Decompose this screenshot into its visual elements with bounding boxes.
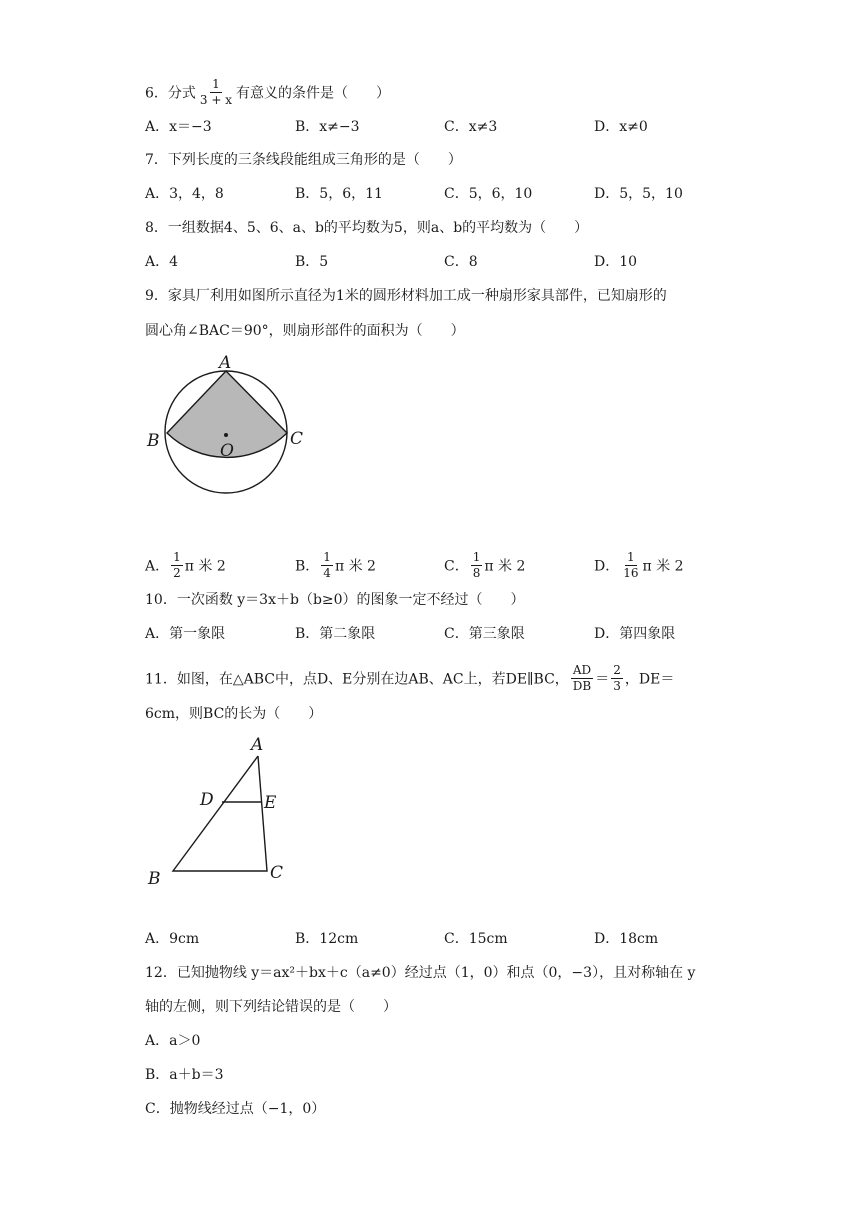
- option-b[interactable]: B．5，6，11: [295, 186, 383, 202]
- option-d[interactable]: D． $\frac{1}{16}$ π 米 2: [594, 550, 684, 580]
- option-a[interactable]: A．4: [145, 254, 179, 270]
- question-12-line2: 轴的左侧，则下列结论错误的是（ ）: [145, 999, 397, 1015]
- option-c[interactable]: C．第三象限: [444, 626, 525, 642]
- option-d[interactable]: D．18cm: [594, 931, 659, 947]
- option-a[interactable]: A．3，4，8: [145, 186, 224, 202]
- option-b[interactable]: B．a＋b＝3: [145, 1067, 224, 1083]
- option-d[interactable]: D．第四象限: [594, 626, 676, 642]
- option-a[interactable]: A．x＝−3: [145, 119, 212, 135]
- question-11-line1: 11．如图，在△ABC中，点D、E分别在边AB、AC上，若DE∥BC， $\frac{AD}{DB}$ ＝ $\frac{2}{3}$ ，DE＝: [145, 663, 675, 693]
- question-10: 10．一次函数 y＝3x＋b（b≥0）的图象一定不经过（ ）: [145, 592, 525, 608]
- option-a[interactable]: A． $\frac{1}{2}$ π 米 2: [145, 550, 226, 580]
- option-a[interactable]: A．9cm: [145, 931, 200, 947]
- question-12-line1: 12．已知抛物线 y＝ax²＋bx＋c（a≠0）经过点（1，0）和点（0，−3），且对称轴在 y: [145, 965, 696, 981]
- option-d[interactable]: D．5，5，10: [594, 186, 683, 202]
- circle-sector-figure: [140, 350, 320, 510]
- label-b: B: [147, 431, 160, 451]
- option-b[interactable]: B．x≠−3: [295, 119, 360, 135]
- option-a[interactable]: A．a＞0: [145, 1033, 201, 1049]
- option-c[interactable]: C． $\frac{1}{8}$ π 米 2: [444, 550, 526, 580]
- option-b[interactable]: B．5: [295, 254, 329, 270]
- triangle-figure: [140, 730, 300, 890]
- question-11-line2: 6cm，则BC的长为（ ）: [145, 706, 323, 722]
- label-c: C: [270, 863, 284, 883]
- option-c[interactable]: C．5，6，10: [444, 186, 533, 202]
- option-c[interactable]: C．8: [444, 254, 478, 270]
- option-c[interactable]: C．抛物线经过点（−1，0）: [145, 1101, 326, 1117]
- triangle-abc: [173, 756, 267, 871]
- option-d[interactable]: D．x≠0: [594, 119, 648, 135]
- option-c[interactable]: C．x≠3: [444, 119, 498, 135]
- question-9-line2: 圆心角∠BAC＝90°，则扇形部件的面积为（ ）: [145, 323, 465, 339]
- option-b[interactable]: B． $\frac{1}{4}$ π 米 2: [295, 550, 376, 580]
- option-c[interactable]: C．15cm: [444, 931, 508, 947]
- option-b[interactable]: B．第二象限: [295, 626, 376, 642]
- center-point: [224, 433, 228, 437]
- label-a: A: [219, 353, 232, 373]
- question-6: 6．分式 $\frac{1}{3 + x}$ 有意义的条件是（ ）: [145, 77, 391, 107]
- fraction: $\frac{1}{3 + x}$: [199, 77, 233, 107]
- label-c: C: [290, 429, 304, 449]
- label-b: B: [148, 869, 161, 889]
- option-d[interactable]: D．10: [594, 254, 638, 270]
- label-a: A: [251, 735, 264, 755]
- option-a[interactable]: A．第一象限: [145, 626, 226, 642]
- label-d: D: [200, 790, 214, 810]
- question-7: 7．下列长度的三条线段能组成三角形的是（ ）: [145, 152, 462, 168]
- label-o: O: [220, 441, 234, 461]
- question-9-line1: 9．家具厂利用如图所示直径为1米的圆形材料加工成一种扇形家具部件，已知扇形的: [145, 288, 667, 304]
- question-8: 8．一组数据4、5、6、a、b的平均数为5，则a、b的平均数为（ ）: [145, 220, 589, 236]
- option-b[interactable]: B．12cm: [295, 931, 359, 947]
- label-e: E: [264, 793, 277, 813]
